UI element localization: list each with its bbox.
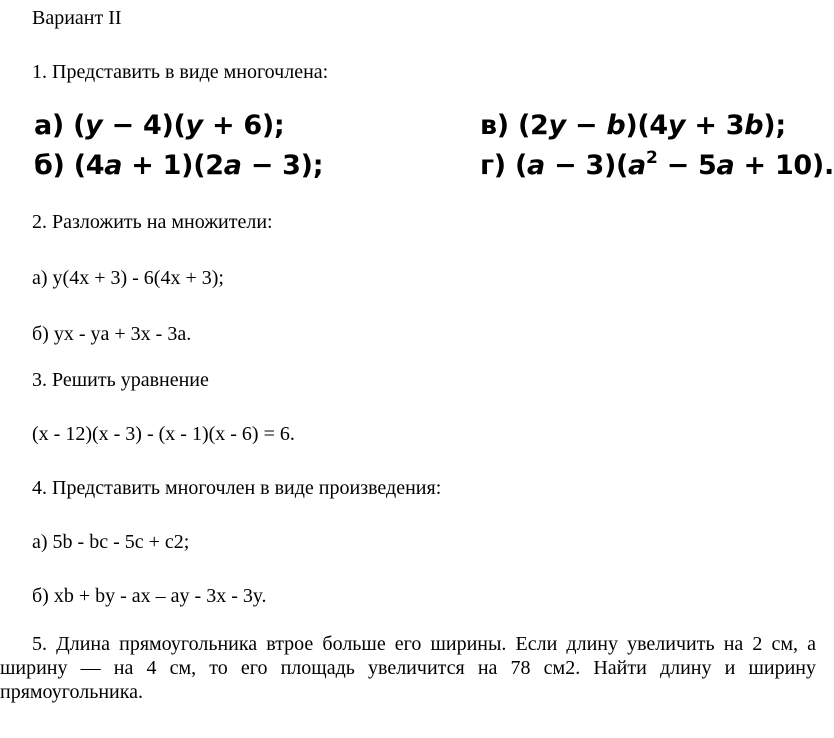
task1-item-b-expr: (4a + 1)(2a − 3); bbox=[73, 150, 324, 181]
task1-item-g-label: г) bbox=[480, 150, 506, 181]
task5-paragraph bbox=[0, 632, 816, 704]
variant-title: Вариант II bbox=[32, 7, 122, 29]
task1-item-g-expr: $(a - 3)(a^2 - 5a + 10)$. bbox=[514, 148, 834, 181]
task2-item-a: а) y(4x + 3) - 6(4x + 3); bbox=[32, 267, 224, 289]
task2-item-b: б) yx - ya + 3x - 3a. bbox=[32, 323, 192, 345]
task3-equation: (x - 12)(x - 3) - (x - 1)(x - 6) = 6. bbox=[32, 423, 295, 445]
task1-item-b-label: б) bbox=[34, 150, 65, 181]
task1-item-v bbox=[480, 110, 786, 142]
task1-item-v-label: в) bbox=[480, 110, 509, 141]
task4-item-a: а) 5b - bc - 5c + c2; bbox=[32, 531, 190, 553]
task1-item-g bbox=[480, 150, 834, 182]
task1-item-a bbox=[34, 110, 284, 142]
task5-text: 5. Длина прямоугольника втрое больше его ширины. Если длину увеличить на 2 см, а ширину — на 4 см, то его площадь увеличится на 78 см2. Найти длину и ширину прямоугольника. bbox=[0, 633, 816, 703]
task3-heading: 3. Решить уравнение bbox=[32, 369, 209, 391]
task1-item-b bbox=[34, 150, 323, 182]
task4-item-b: б) xb + by - ax – ay - 3x - 3y. bbox=[32, 585, 267, 607]
task1-item-a-expr: (y − 4)(y + 6); bbox=[73, 110, 285, 141]
task1-item-a-label: а) bbox=[34, 110, 64, 141]
task1-heading: 1. Представить в виде многочлена: bbox=[32, 61, 329, 83]
task1-item-v-expr: (2y − b)(4y + 3b); bbox=[517, 110, 786, 141]
task2-heading: 2. Разложить на множители: bbox=[32, 211, 273, 233]
task4-heading: 4. Представить многочлен в виде произведения: bbox=[32, 477, 442, 499]
